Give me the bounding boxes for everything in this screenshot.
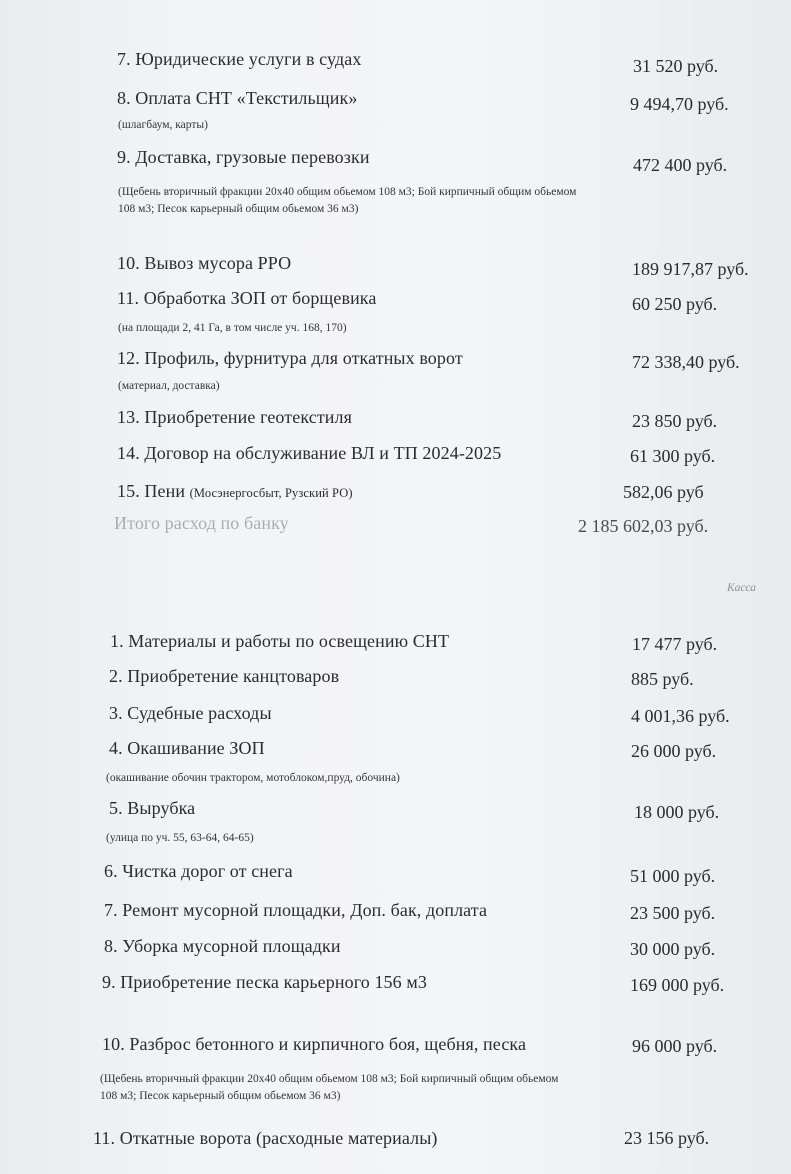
kassa-item-2-amount: 885 руб. [631, 669, 694, 689]
kassa-item-5-note: (улица по уч. 55, 63-64, 64-65) [106, 832, 254, 844]
bank-item-13-label: 13. Приобретение геотекстиля [117, 407, 352, 427]
kassa-item-4-amount: 26 000 руб. [631, 741, 717, 761]
bank-item-8-amount: 9 494,70 руб. [630, 94, 729, 114]
bank-item-7-label: 7. Юридические услуги в судах [117, 49, 362, 69]
kassa-item-6-amount: 51 000 руб. [630, 866, 716, 886]
kassa-item-10-note: (Щебень вторичный фракции 20х40 общим обьемом 108 м3; Бой кирпичный общим обьемом [100, 1073, 559, 1085]
bank-item-9-amount: 472 400 руб. [633, 155, 728, 175]
kassa-item-4-note: (окашивание обочин трактором, мотоблоком,пруд, обочина) [106, 772, 400, 784]
bank-item-15 [117, 481, 353, 502]
bank-item-13-amount: 23 850 руб. [632, 411, 718, 431]
bank-total-label: Итого расход по банку [114, 513, 289, 533]
bank-item-12-label: 12. Профиль, фурнитура для откатных ворот [117, 348, 463, 368]
bank-item-9-label: 9. Доставка, грузовые перевозки [117, 147, 370, 167]
kassa-item-7-amount: 23 500 руб. [630, 903, 716, 923]
bank-item-12-note: (материал, доставка) [118, 380, 220, 392]
kassa-item-10-note-line2: 108 м3; Песок карьерный общим обьемом 36 м3) [100, 1090, 341, 1102]
kassa-item-8-label: 8. Уборка мусорной площадки [104, 936, 341, 956]
kassa-item-2-label: 2. Приобретение канцтоваров [109, 666, 340, 686]
bank-item-10-label: 10. Вывоз мусора РРО [117, 253, 292, 273]
bank-item-14-amount: 61 300 руб. [630, 446, 716, 466]
kassa-item-1-label: 1. Материалы и работы по освещению СНТ [110, 631, 450, 651]
bank-item-11-note: (на площади 2, 41 Га, в том числе уч. 168, 170) [118, 322, 347, 334]
bank-item-8-note: (шлагбаум, карты) [118, 119, 208, 131]
bank-item-7-amount: 31 520 руб. [633, 56, 719, 76]
kassa-heading: Касса [727, 582, 757, 594]
kassa-item-5-label: 5. Вырубка [109, 798, 196, 818]
bank-item-9-note-line2: 108 м3; Песок карьерный общим обьемом 36 м3) [118, 203, 359, 215]
bank-item-14-label: 14. Договор на обслуживание ВЛ и ТП 2024-2025 [117, 443, 502, 463]
kassa-item-10-label: 10. Разброс бетонного и кирпичного боя, щебня, песка [102, 1034, 527, 1054]
kassa-item-5-amount: 18 000 руб. [634, 802, 720, 822]
bank-item-11-label: 11. Обработка ЗОП от борщевика [117, 288, 377, 308]
kassa-item-7-label: 7. Ремонт мусорной площадки, Доп. бак, доплата [104, 900, 488, 920]
kassa-item-9-label: 9. Приобретение песка карьерного 156 м3 [102, 972, 427, 992]
kassa-item-1-amount: 17 477 руб. [632, 634, 718, 654]
kassa-item-4-label: 4. Окашивание ЗОП [109, 738, 265, 758]
bank-item-8-label: 8. Оплата СНТ «Текстильщик» [117, 88, 358, 108]
bank-item-9-note: (Щебень вторичный фракции 20х40 общим обьемом 108 м3; Бой кирпичный общим обьемом [118, 186, 577, 198]
bank-item-15-label-small: (Мосэнергосбыт, Рузский РО) [189, 486, 353, 500]
kassa-item-11-label: 11. Откатные ворота (расходные материалы) [93, 1128, 438, 1148]
kassa-item-8-amount: 30 000 руб. [630, 939, 716, 959]
bank-item-11-amount: 60 250 руб. [632, 294, 718, 314]
bank-item-10-amount: 189 917,87 руб. [632, 259, 749, 279]
bank-item-15-amount: 582,06 руб [623, 482, 704, 502]
bank-total-amount: 2 185 602,03 руб. [578, 516, 709, 536]
kassa-item-3-label: 3. Судебные расходы [109, 703, 272, 723]
kassa-item-11-amount: 23 156 руб. [624, 1128, 710, 1148]
kassa-item-6-label: 6. Чистка дорог от снега [104, 861, 293, 881]
bank-item-15-label: 15. Пени [117, 481, 186, 501]
bank-item-12-amount: 72 338,40 руб. [632, 352, 740, 372]
kassa-item-10-amount: 96 000 руб. [632, 1036, 718, 1056]
kassa-item-3-amount: 4 001,36 руб. [631, 706, 730, 726]
kassa-item-9-amount: 169 000 руб. [630, 975, 725, 995]
